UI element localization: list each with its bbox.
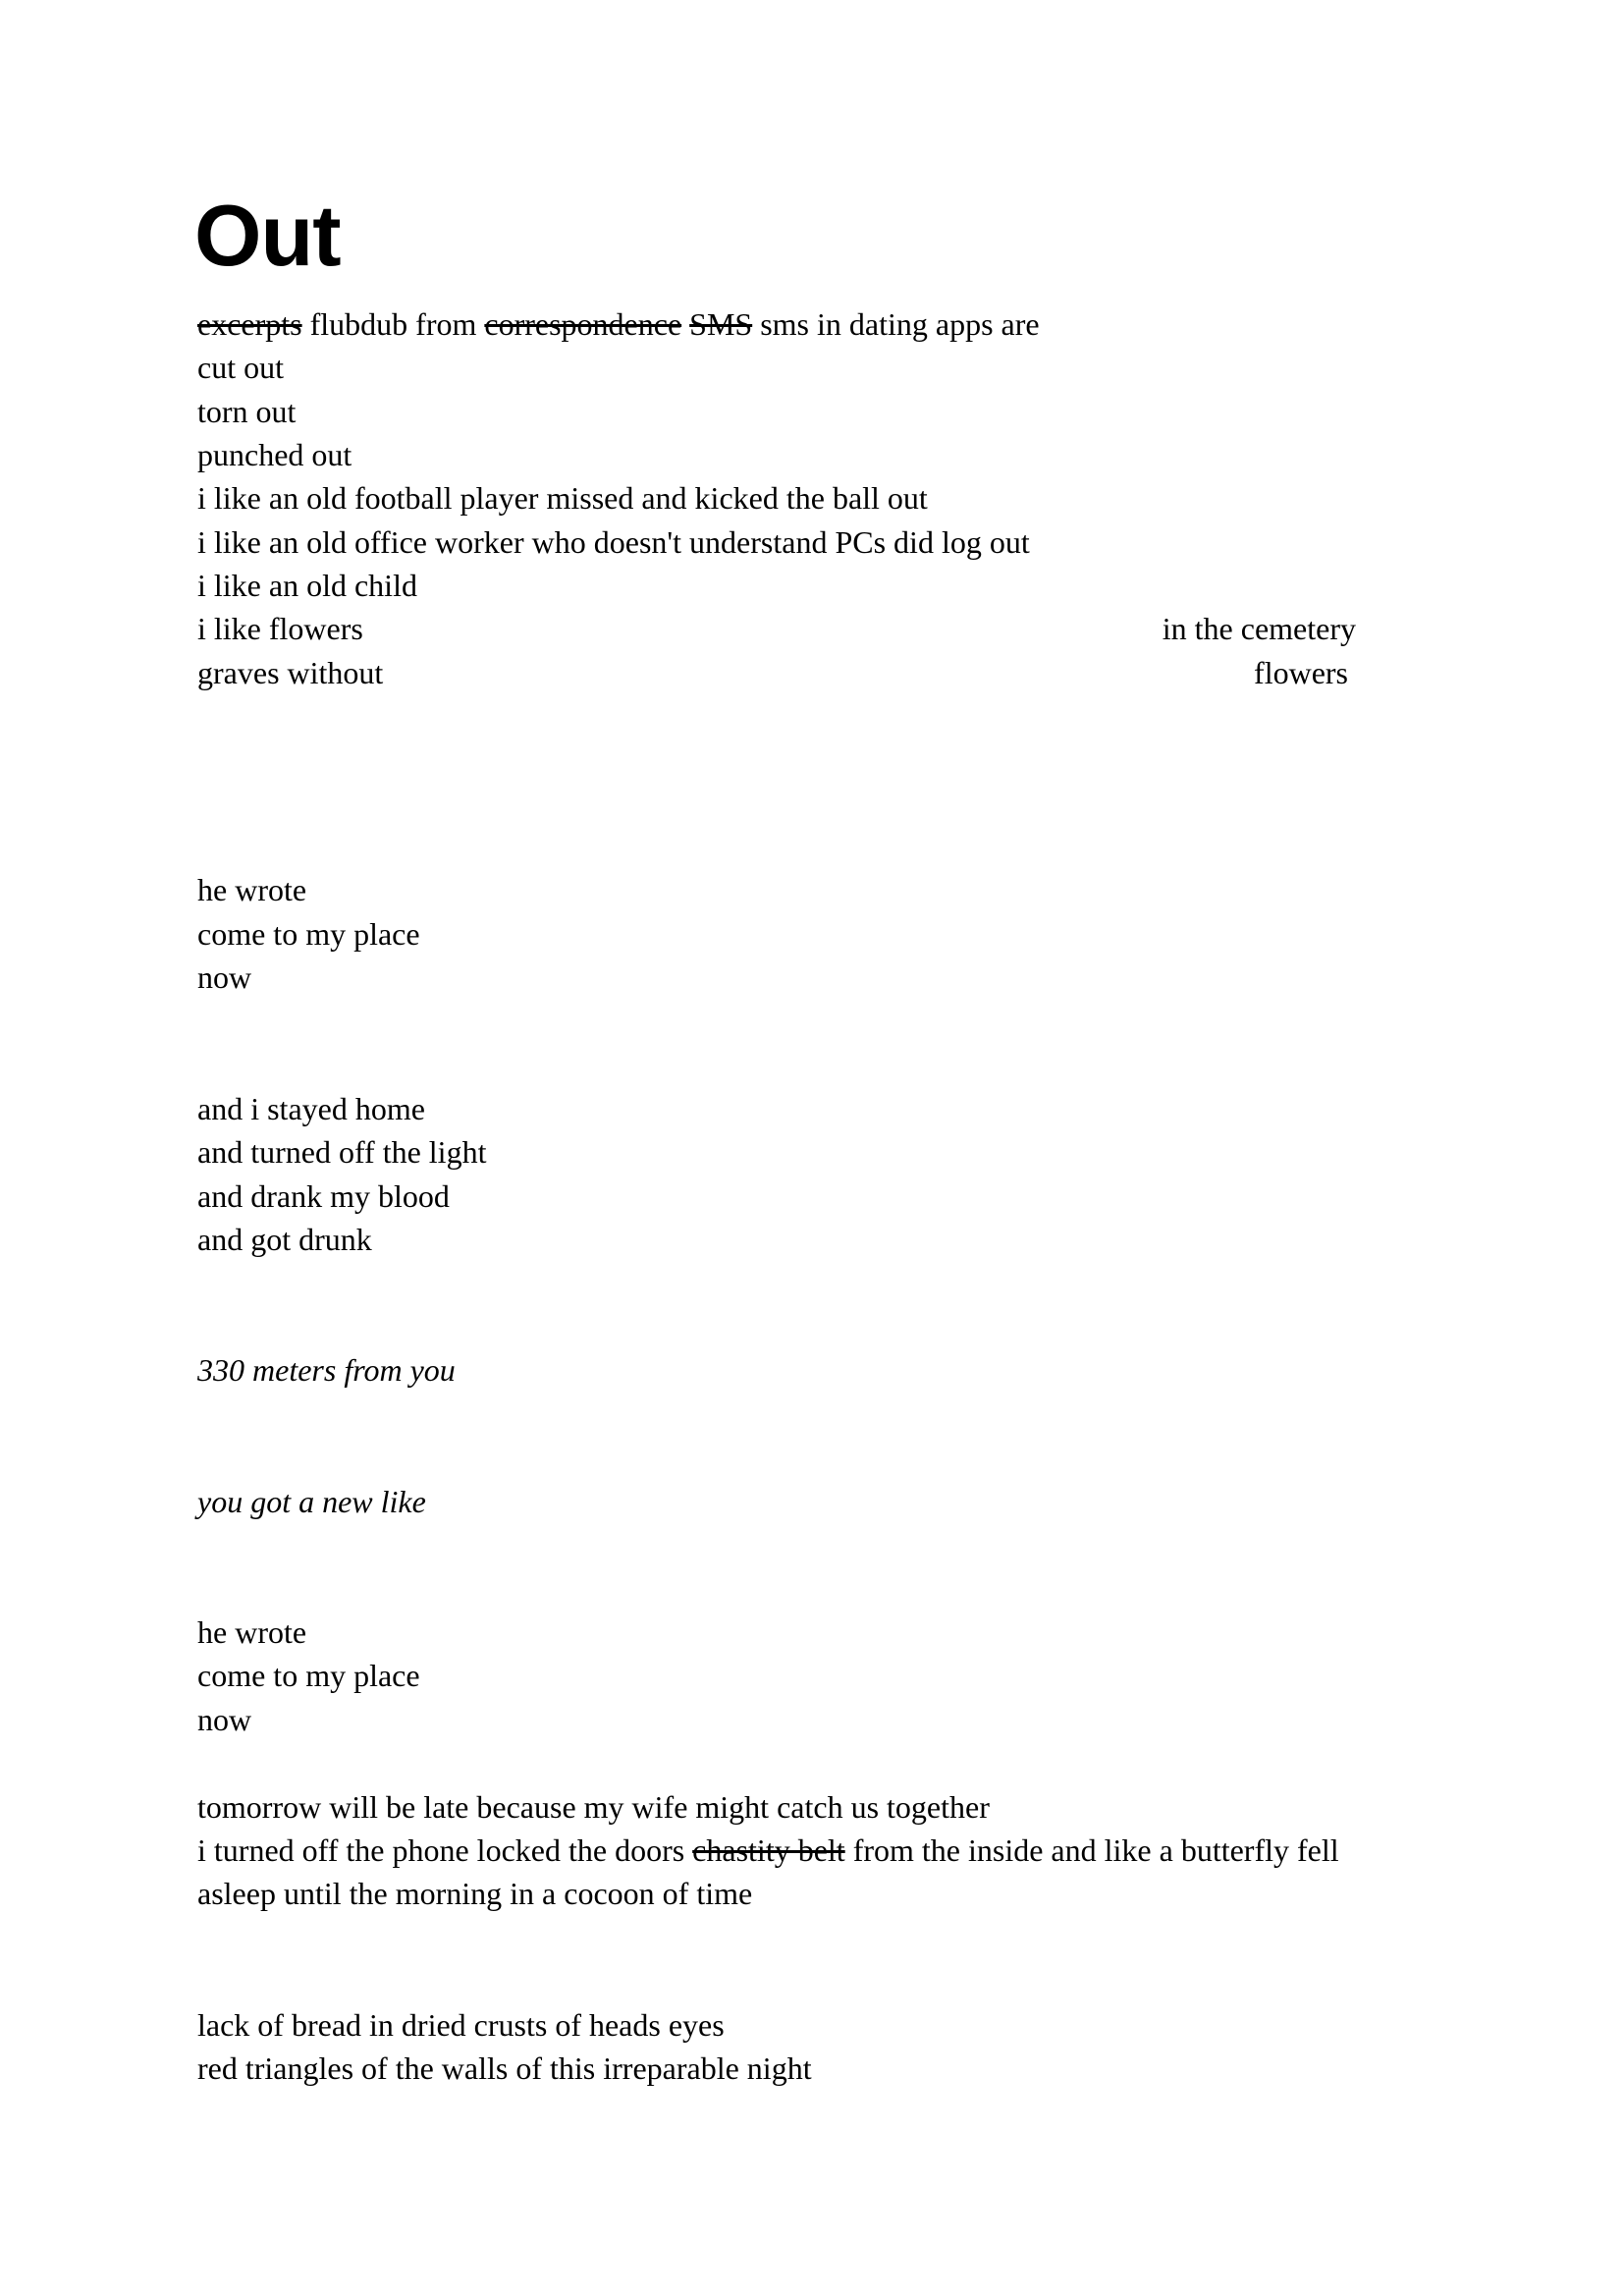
poem-line: i like an old office worker who doesn't understand PCs did log out bbox=[197, 524, 1030, 560]
poem-line-flowers-right: in the cemetery bbox=[1162, 611, 1356, 646]
poem-line: and i stayed home bbox=[197, 1091, 425, 1126]
poem-line: i like an old child bbox=[197, 568, 417, 603]
poem-line: come to my place bbox=[197, 916, 420, 952]
struck-word-correspondence: correspondence bbox=[484, 306, 682, 342]
poem-line: and got drunk bbox=[197, 1222, 372, 1257]
poem-line: torn out bbox=[197, 394, 297, 429]
line-text-end: from the inside and like a butterfly fell bbox=[852, 1832, 1339, 1868]
poem-line: red triangles of the walls of this irreparable night bbox=[197, 2050, 812, 2086]
poem-line: he wrote bbox=[197, 872, 307, 907]
poem-line: asleep until the morning in a cocoon of time bbox=[197, 1876, 753, 1911]
poem-line: now bbox=[197, 959, 252, 995]
poem-title: Out bbox=[194, 187, 341, 284]
poem-line-graves-left: graves without bbox=[197, 655, 384, 690]
poem-line: come to my place bbox=[197, 1658, 420, 1693]
poem-line: i like an old football player missed and kicked the ball out bbox=[197, 480, 928, 516]
poem-line: he wrote bbox=[197, 1614, 307, 1650]
intro-text-rest: sms in dating apps are bbox=[760, 306, 1040, 342]
poem-line: lack of bread in dried crusts of heads eyes bbox=[197, 2007, 725, 2043]
intro-text: flubdub from bbox=[309, 306, 477, 342]
poem-line: tomorrow will be late because my wife might catch us together bbox=[197, 1789, 990, 1825]
poem-line: and turned off the light bbox=[197, 1134, 487, 1170]
poem-line: cut out bbox=[197, 350, 284, 385]
struck-word-excerpts: excerpts bbox=[197, 306, 302, 342]
notification-distance: 330 meters from you bbox=[197, 1352, 456, 1388]
poem-line-graves-right: flowers bbox=[1254, 655, 1348, 690]
poem-line-chastity bbox=[197, 1829, 1339, 1872]
poem-line-flowers-left: i like flowers bbox=[197, 611, 363, 646]
poem-line: now bbox=[197, 1702, 252, 1737]
notification-like: you got a new like bbox=[197, 1484, 426, 1519]
intro-line bbox=[197, 302, 1040, 346]
poem-line: and drank my blood bbox=[197, 1178, 450, 1214]
struck-words-chastity-belt: chastity belt bbox=[692, 1832, 845, 1868]
line-text-start: i turned off the phone locked the doors bbox=[197, 1832, 685, 1868]
struck-word-sms: SMS bbox=[689, 306, 753, 342]
poem-line: punched out bbox=[197, 437, 352, 472]
